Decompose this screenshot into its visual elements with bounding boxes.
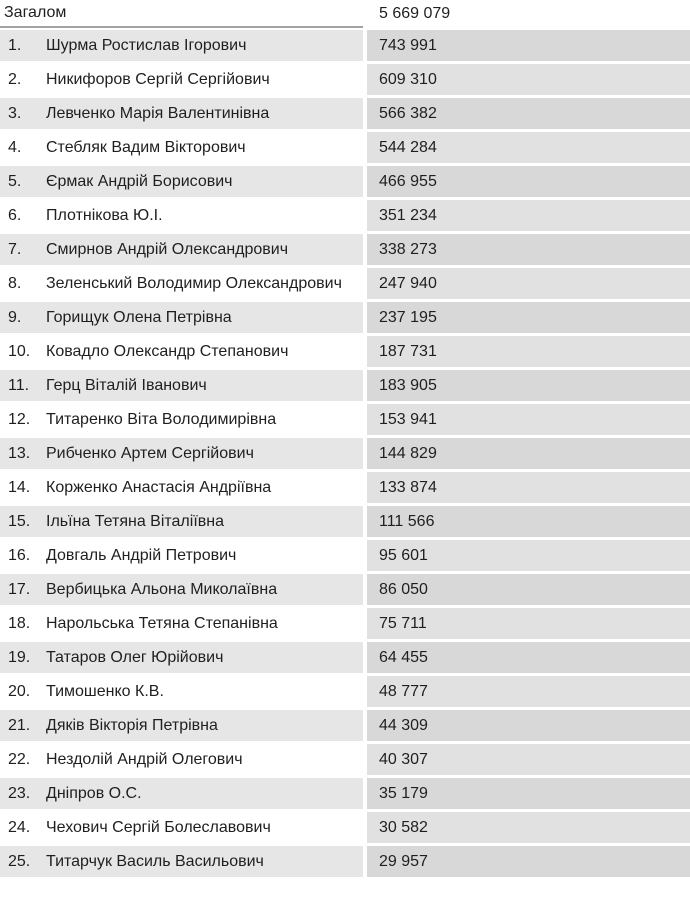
- table-row: [0, 64, 690, 95]
- row-name: Шурма Ростислав Ігорович: [46, 37, 247, 54]
- table-row: [0, 812, 690, 843]
- row-value: 75 711: [367, 608, 690, 639]
- table-row: [0, 302, 690, 333]
- row-name-cell: [0, 506, 363, 537]
- row-rank: 11.: [8, 377, 30, 394]
- row-value: 144 829: [367, 438, 690, 469]
- row-name-cell: [0, 200, 363, 231]
- table-row: [0, 710, 690, 741]
- table-row: [0, 642, 690, 673]
- row-name: Нарольська Тетяна Степанівна: [46, 615, 278, 632]
- row-value: 111 566: [367, 506, 690, 537]
- row-name-cell: [0, 30, 363, 61]
- row-rank: 6.: [8, 207, 22, 224]
- row-value: 609 310: [367, 64, 690, 95]
- row-name-cell: [0, 234, 363, 265]
- row-name: Дяків Вікторія Петрівна: [46, 717, 218, 734]
- row-name-cell: [0, 812, 363, 843]
- row-value: 183 905: [367, 370, 690, 401]
- table-row: [0, 370, 690, 401]
- row-name-cell: [0, 778, 363, 809]
- row-name: Нездолій Андрій Олегович: [46, 751, 243, 768]
- table-row: [0, 846, 690, 877]
- row-name-cell: [0, 98, 363, 129]
- table-row: [0, 676, 690, 707]
- table-row: [0, 336, 690, 367]
- row-value: 153 941: [367, 404, 690, 435]
- table-row: [0, 778, 690, 809]
- row-name: Титаренко Віта Володимирівна: [46, 411, 277, 428]
- row-name: Левченко Марія Валентинівна: [46, 105, 270, 122]
- row-rank: 14.: [8, 479, 31, 496]
- table-row: [0, 132, 690, 163]
- row-rank: 2.: [8, 71, 22, 88]
- row-value: 544 284: [367, 132, 690, 163]
- row-name-cell: [0, 642, 363, 673]
- row-value: 29 957: [367, 846, 690, 877]
- table-row: [0, 30, 690, 61]
- row-name-cell: [0, 540, 363, 571]
- row-name-cell: [0, 744, 363, 775]
- row-name: Стебляк Вадим Вікторович: [46, 139, 246, 156]
- row-rank: 7.: [8, 241, 22, 258]
- row-rank: 1.: [8, 37, 22, 54]
- table-row: [0, 268, 690, 299]
- table-row: [0, 404, 690, 435]
- row-name: Ільїна Тетяна Віталіївна: [46, 513, 224, 530]
- row-rank: 9.: [8, 309, 22, 326]
- row-rank: 12.: [8, 411, 31, 428]
- row-value: 187 731: [367, 336, 690, 367]
- row-rank: 25.: [8, 853, 31, 870]
- row-rank: 17.: [8, 581, 31, 598]
- row-value: 30 582: [367, 812, 690, 843]
- table-row: [0, 234, 690, 265]
- row-name-cell: [0, 676, 363, 707]
- row-value: 338 273: [367, 234, 690, 265]
- row-rank: 23.: [8, 785, 31, 802]
- row-name: Вербицька Альона Миколаївна: [46, 581, 278, 598]
- row-name-cell: [0, 64, 363, 95]
- row-value: 95 601: [367, 540, 690, 571]
- row-value: 566 382: [367, 98, 690, 129]
- row-value: 48 777: [367, 676, 690, 707]
- row-name-cell: [0, 336, 363, 367]
- row-rank: 18.: [8, 615, 31, 632]
- row-name: Довгаль Андрій Петрович: [46, 547, 237, 564]
- row-name: Татаров Олег Юрійович: [46, 649, 224, 666]
- row-name: Єрмак Андрій Борисович: [46, 173, 233, 190]
- row-name: Зеленський Володимир Олександрович: [46, 275, 342, 292]
- row-value: 40 307: [367, 744, 690, 775]
- row-value: 44 309: [367, 710, 690, 741]
- row-name: Никифоров Сергій Сергійович: [46, 71, 270, 88]
- row-name: Горищук Олена Петрівна: [46, 309, 232, 326]
- row-name: Ковадло Олександр Степанович: [46, 343, 289, 360]
- row-rank: 8.: [8, 275, 22, 292]
- row-name-cell: [0, 846, 363, 877]
- row-rank: 4.: [8, 139, 22, 156]
- row-name: Чехович Сергій Болеславович: [46, 819, 271, 836]
- row-name: Плотнікова Ю.І.: [46, 207, 163, 224]
- row-rank: 15.: [8, 513, 31, 530]
- row-rank: 22.: [8, 751, 31, 768]
- table-row: [0, 574, 690, 605]
- row-rank: 10.: [8, 343, 31, 360]
- row-name: Дніпров О.С.: [46, 785, 142, 802]
- row-name-cell: [0, 438, 363, 469]
- total-row: [0, 0, 690, 28]
- row-rank: 21.: [8, 717, 31, 734]
- row-rank: 20.: [8, 683, 31, 700]
- row-name-cell: [0, 132, 363, 163]
- row-name: Тимошенко К.В.: [46, 683, 164, 700]
- row-value: 86 050: [367, 574, 690, 605]
- table-row: [0, 166, 690, 197]
- table-row: [0, 540, 690, 571]
- row-rank: 5.: [8, 173, 22, 190]
- row-name-cell: [0, 166, 363, 197]
- table-row: [0, 608, 690, 639]
- row-name: Рибченко Артем Сергійович: [46, 445, 254, 462]
- row-name-cell: [0, 574, 363, 605]
- row-name-cell: [0, 472, 363, 503]
- table-row: [0, 744, 690, 775]
- row-value: 64 455: [367, 642, 690, 673]
- row-rank: 3.: [8, 105, 22, 122]
- row-value: 237 195: [367, 302, 690, 333]
- row-name-cell: [0, 370, 363, 401]
- row-rank: 13.: [8, 445, 31, 462]
- row-name: Титарчук Василь Васильович: [46, 853, 264, 870]
- row-value: 133 874: [367, 472, 690, 503]
- row-value: 247 940: [367, 268, 690, 299]
- row-name-cell: [0, 404, 363, 435]
- row-name: Герц Віталій Іванович: [46, 377, 207, 394]
- row-value: 35 179: [367, 778, 690, 809]
- row-value: 743 991: [367, 30, 690, 61]
- total-value: 5 669 079: [367, 0, 690, 28]
- table-row: [0, 438, 690, 469]
- row-name-cell: [0, 608, 363, 639]
- row-name-cell: [0, 268, 363, 299]
- row-rank: 24.: [8, 819, 31, 836]
- table-row: [0, 472, 690, 503]
- row-rank: 19.: [8, 649, 31, 666]
- row-rank: 16.: [8, 547, 31, 564]
- table-row: [0, 506, 690, 537]
- row-value: 466 955: [367, 166, 690, 197]
- row-name-cell: [0, 302, 363, 333]
- table-row: [0, 200, 690, 231]
- row-value: 351 234: [367, 200, 690, 231]
- row-name: Корженко Анастасія Андріївна: [46, 479, 272, 496]
- row-name: Смирнов Андрій Олександрович: [46, 241, 289, 258]
- total-label: Загалом: [0, 0, 363, 28]
- table-row: [0, 98, 690, 129]
- row-name-cell: [0, 710, 363, 741]
- table-body: [0, 30, 690, 877]
